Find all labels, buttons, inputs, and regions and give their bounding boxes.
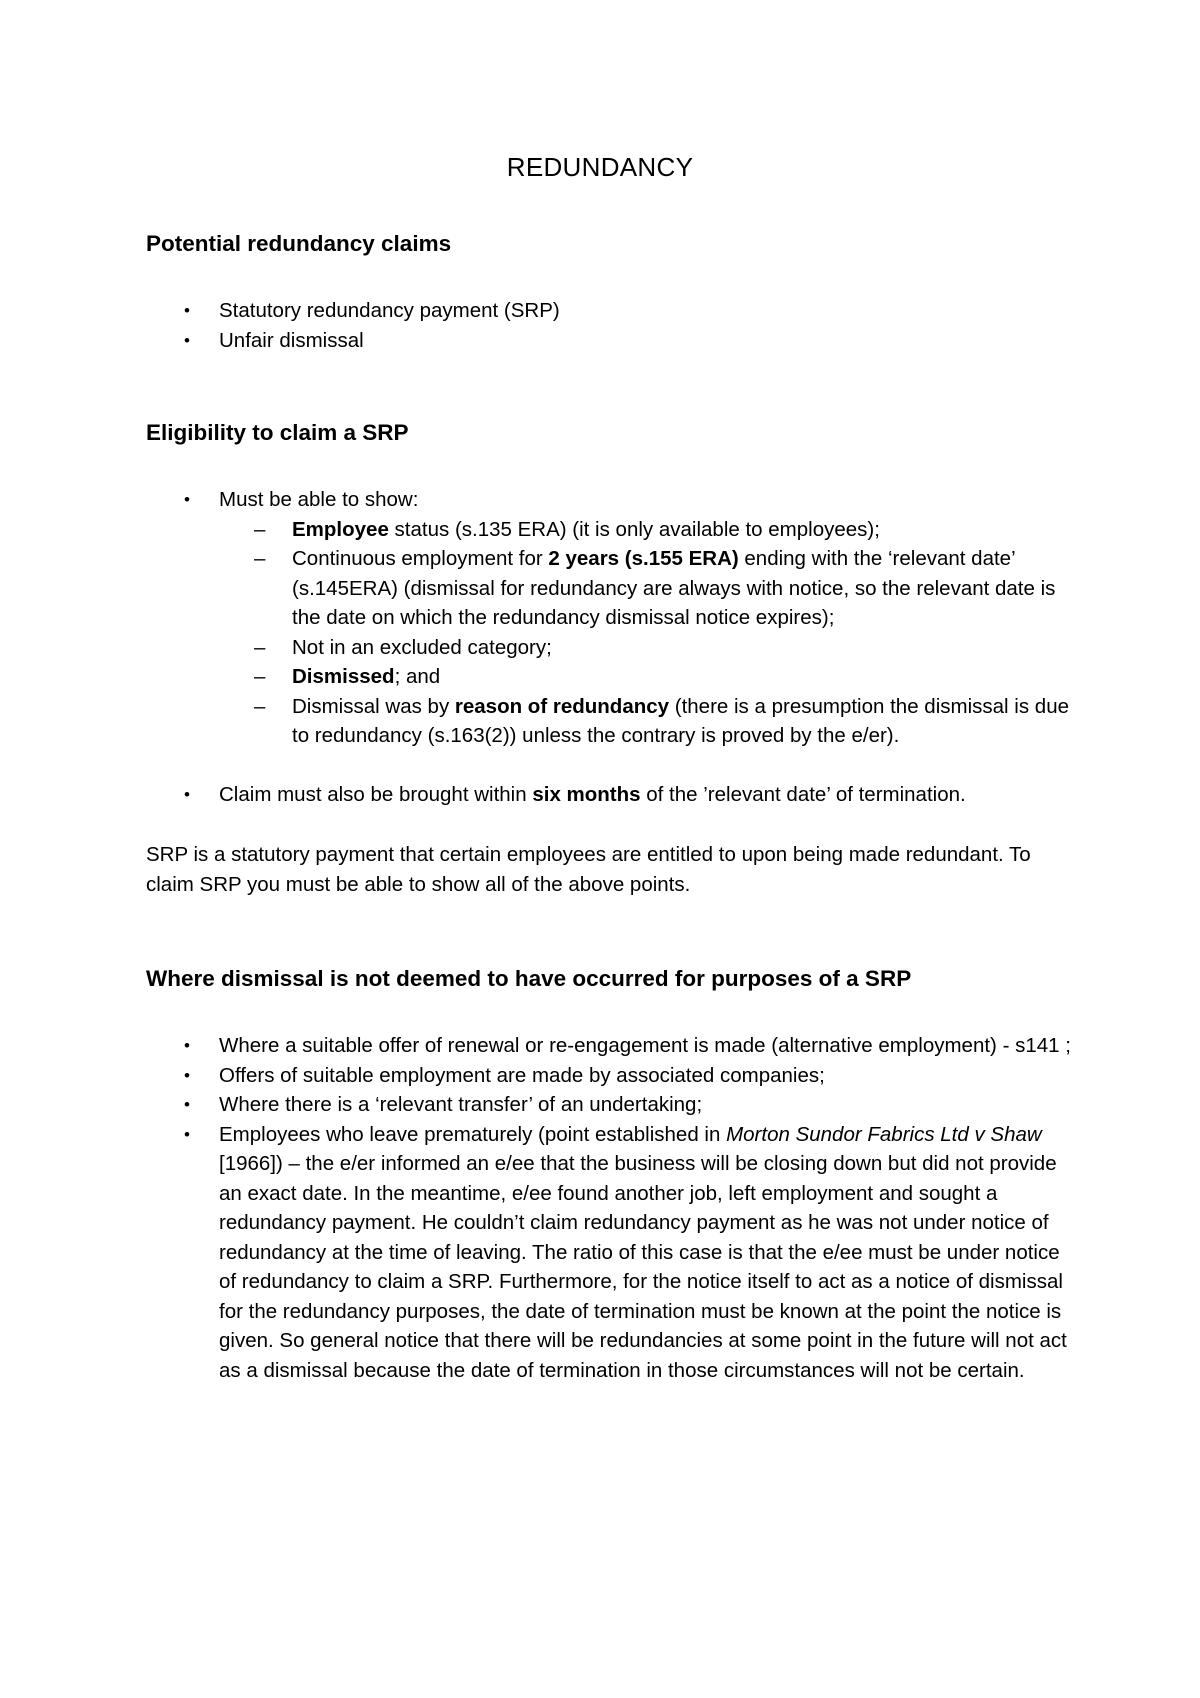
page-title: REDUNDANCY xyxy=(506,152,694,182)
section-heading-not-deemed-dismissal: Where dismissal is not deemed to have occurred for purposes of a SRP xyxy=(146,966,912,991)
list-item xyxy=(0,326,1074,356)
list-item xyxy=(0,1061,1074,1091)
bold-term: Employee xyxy=(292,517,389,541)
list-item-text: Where there is a ‘relevant transfer’ of an undertaking; xyxy=(219,1093,703,1116)
sub-list-item xyxy=(0,662,1074,692)
section-heading-potential-claims: Potential redundancy claims xyxy=(146,231,452,256)
bullet-marker: • xyxy=(184,785,190,804)
bold-term: Dismissed xyxy=(292,665,395,688)
potential-claims-list xyxy=(0,296,1200,355)
list-item-text: Unfair dismissal xyxy=(219,328,364,352)
list-item-text: Employees who leave prematurely (point established in xyxy=(219,1122,727,1146)
bullet-marker: • xyxy=(184,1065,190,1085)
list-item-text: Claim must also be brought within xyxy=(219,783,533,806)
bullet-marker: • xyxy=(184,1036,190,1055)
list-item-text: Continuous employment for xyxy=(292,547,549,570)
list-item-text: Must be able to show: xyxy=(219,488,419,511)
list-item-text: Where a suitable offer of renewal or re-engagement is made (alternative employment) - s141 ; xyxy=(219,1034,1071,1057)
bold-term: reason of redundancy xyxy=(454,694,670,718)
dash-marker: – xyxy=(254,547,266,570)
list-item xyxy=(0,296,1074,326)
not-deemed-list xyxy=(0,1031,1200,1385)
list-item-text: Offers of suitable employment are made by associated companies; xyxy=(219,1063,825,1087)
list-item-text: Statutory redundancy payment (SRP) xyxy=(219,299,560,322)
list-item-text: [1966]) – the e/er informed an e/ee that the business will be closing down but did not provide an exact date. In the meantime, e/ee found another job, left employment and sought a redundancy payment. He couldn’t claim redundancy payment as he was not under notice of redundancy at the time of leaving. The ratio of this case is that the e/ee must be under notice of redundancy to claim a SRP. Furthermore, for the notice itself to act as a notice of dismissal for the redundancy purposes, the date of termination must be known at the point the notice is given. So general notice that there will be redundancies at some point in the future will not act as a dismissal because the date of termination in those circumstances will not be certain. xyxy=(219,1152,1067,1382)
list-item xyxy=(0,1031,1074,1061)
bullet-marker: • xyxy=(184,330,190,350)
sub-list-item xyxy=(0,633,1074,663)
dash-marker: – xyxy=(254,694,266,718)
list-item-text: ending with the ‘relevant date’ (s.145ERA) (dismissal for redundancy are always with notice, so the relevant date is the date on which the redundancy dismissal notice expires); xyxy=(292,547,1056,629)
dash-marker: – xyxy=(254,517,266,541)
list-item xyxy=(0,1120,1074,1386)
list-item-text: Not in an excluded category; xyxy=(292,635,552,659)
bullet-marker: • xyxy=(184,301,190,320)
srp-paragraph: SRP is a statutory payment that certain employees are entitled to upon being made redundant. To claim SRP you must be able to show all of the above points. xyxy=(146,843,1031,896)
sub-list-item xyxy=(0,544,1074,633)
bold-term: 2 years (s.155 ERA) xyxy=(548,547,739,570)
list-item-text: of the ’relevant date’ of termination. xyxy=(640,783,966,806)
eligibility-list xyxy=(0,485,1200,751)
bold-term: six months xyxy=(532,783,641,806)
list-item-text: ; and xyxy=(394,665,441,688)
bullet-marker: • xyxy=(184,490,190,509)
dash-marker: – xyxy=(254,665,266,688)
list-item-text: status (s.135 ERA) (it is only available to employees); xyxy=(388,517,880,541)
bullet-marker: • xyxy=(184,1095,190,1114)
section-heading-eligibility: Eligibility to claim a SRP xyxy=(146,420,409,445)
claim-time-limit-list xyxy=(0,780,1200,810)
list-item-text: (there is a presumption the dismissal is due to redundancy (s.163(2)) unless the contrary is proved by the e/er). xyxy=(292,694,1069,747)
list-item xyxy=(0,1090,1074,1120)
case-name: Morton Sundor Fabrics Ltd v Shaw xyxy=(726,1122,1042,1146)
sub-list-item xyxy=(0,692,1074,751)
dash-marker: – xyxy=(254,635,266,659)
list-item-text: Dismissal was by xyxy=(292,694,455,718)
sub-list-item xyxy=(0,515,1074,545)
list-item xyxy=(0,485,1074,515)
list-item xyxy=(0,780,1074,810)
bullet-marker: • xyxy=(184,1124,190,1144)
